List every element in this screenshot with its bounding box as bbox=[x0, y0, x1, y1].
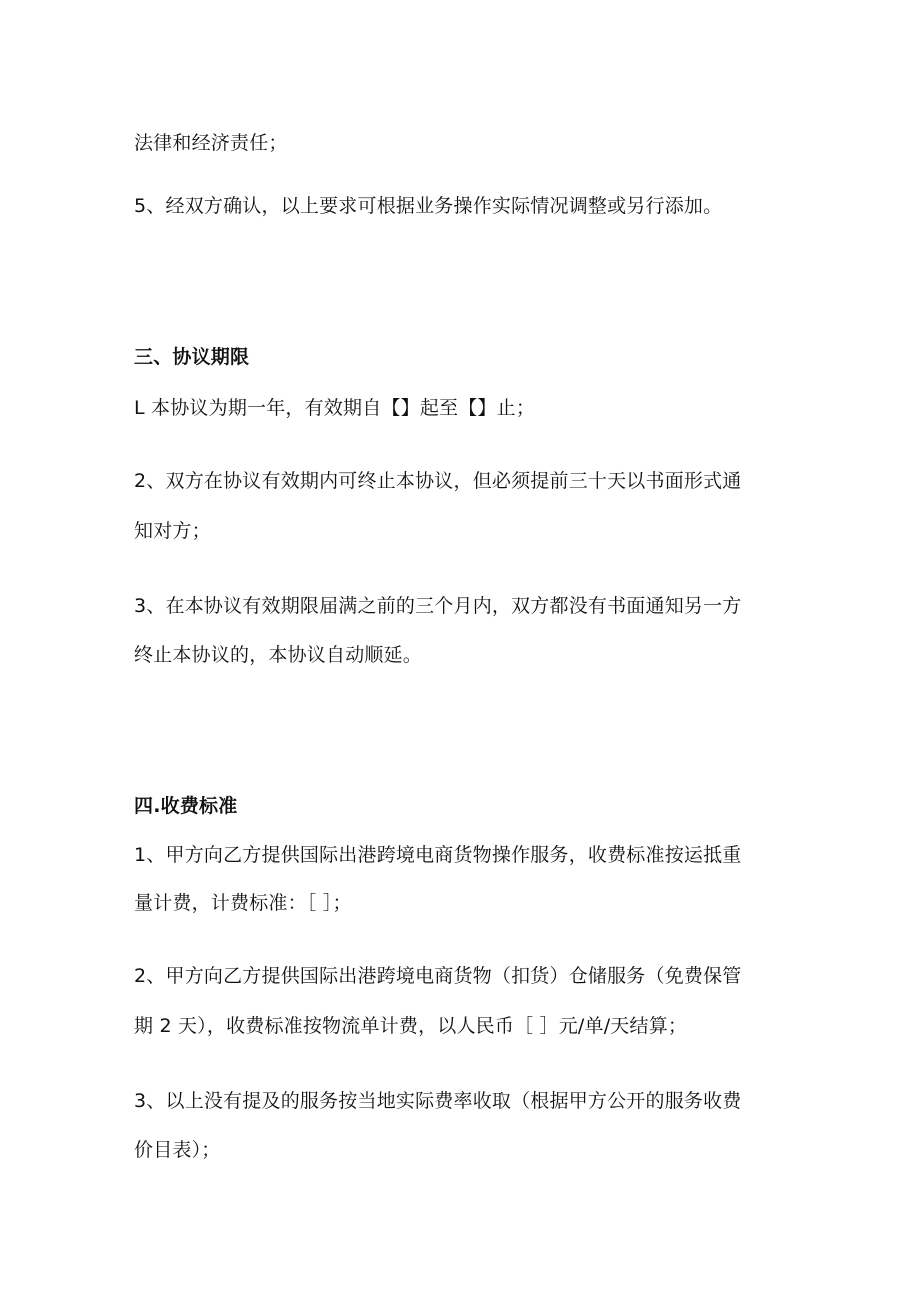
section-heading-fees: 四.收费标准 bbox=[134, 795, 238, 817]
text-line-term-1: L 本协议为期一年，有效期自【】起至【】止； bbox=[134, 397, 536, 419]
text-line-fee-3b: 价目表）； bbox=[134, 1139, 221, 1161]
text-line-fee-2a: 2、甲方向乙方提供国际出港跨境电商货物（扣货）仓储服务（免费保管 bbox=[134, 965, 742, 987]
text-line-fee-1a: 1、甲方向乙方提供国际出港跨境电商货物操作服务，收费标准按运抵重 bbox=[134, 844, 742, 866]
text-line-term-3b: 终止本协议的，本协议自动顺延。 bbox=[134, 644, 423, 666]
section-heading-term: 三、协议期限 bbox=[134, 346, 250, 368]
text-line-clause-5: 5、经双方确认，以上要求可根据业务操作实际情况调整或另行添加。 bbox=[134, 195, 723, 217]
text-line-term-2b: 知对方； bbox=[134, 520, 211, 542]
text-line-term-2a: 2、双方在协议有效期内可终止本协议，但必须提前三十天以书面形式通 bbox=[134, 470, 742, 492]
text-line-liability: 法律和经济责任； bbox=[134, 132, 288, 154]
text-line-term-3a: 3、在本协议有效期限届满之前的三个月内，双方都没有书面通知另一方 bbox=[134, 595, 742, 617]
text-line-fee-3a: 3、以上没有提及的服务按当地实际费率收取（根据甲方公开的服务收费 bbox=[134, 1090, 742, 1112]
text-line-fee-1b: 量计费，计费标准：［ ］； bbox=[134, 892, 352, 914]
text-line-fee-2b: 期 2 天），收费标准按物流单计费，以人民币［ ］元/单/天结算； bbox=[134, 1015, 688, 1037]
